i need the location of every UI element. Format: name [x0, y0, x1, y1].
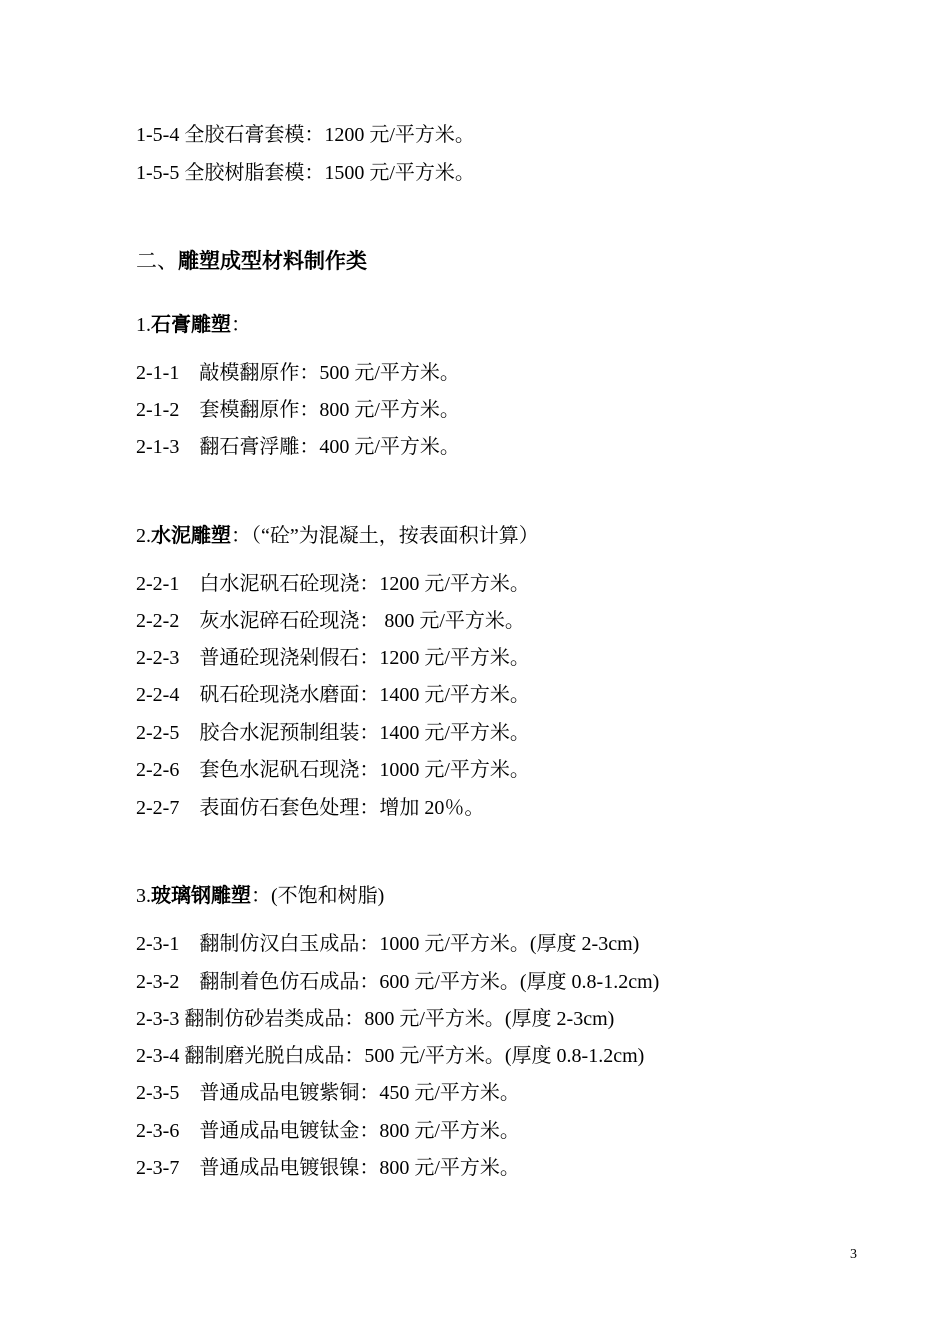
subsection-suffix: ：: [231, 314, 251, 336]
subsection-heading-cement: [136, 522, 539, 549]
list-item: 2-3-7 普通成品电镀银镍：800 元/平方米。: [136, 1157, 520, 1179]
section-prefix: 二、: [136, 249, 178, 273]
subsection-suffix: ：（“砼”为混凝土，按表面积计算）: [231, 525, 539, 547]
subsection-num: 1.: [136, 314, 151, 336]
list-item: 2-3-6 普通成品电镀钛金：800 元/平方米。: [136, 1120, 520, 1142]
subsection-heading-plaster: [136, 311, 251, 338]
list-item: 2-2-6 套色水泥矾石现浇：1000 元/平方米。: [136, 759, 530, 781]
list-item: 2-1-2 套模翻原作：800 元/平方米。: [136, 399, 460, 421]
list-item: 2-2-1 白水泥矾石砼现浇：1200 元/平方米。: [136, 573, 530, 595]
section-heading: [136, 248, 367, 274]
list-item: 2-3-2 翻制着色仿石成品：600 元/平方米。(厚度 0.8-1.2cm): [136, 971, 660, 993]
subsection-title: 石膏雕塑: [151, 312, 231, 336]
list-item: 2-1-1 敲模翻原作：500 元/平方米。: [136, 362, 460, 384]
list-item: 2-3-3 翻制仿砂岩类成品：800 元/平方米。(厚度 2-3cm): [136, 1008, 615, 1030]
list-item: 2-1-3 翻石膏浮雕：400 元/平方米。: [136, 436, 460, 458]
subsection-num: 2.: [136, 525, 151, 547]
page-number: 3: [850, 1247, 857, 1262]
subsection-title: 玻璃钢雕塑: [151, 883, 251, 907]
list-item: 2-2-7 表面仿石套色处理：增加 20％。: [136, 797, 485, 819]
subsection-title: 水泥雕塑: [151, 523, 231, 547]
subsection-num: 3.: [136, 885, 151, 907]
list-item: 2-2-4 矾石砼现浇水磨面：1400 元/平方米。: [136, 684, 530, 706]
list-item: 2-2-5 胶合水泥预制组装：1400 元/平方米。: [136, 722, 530, 744]
list-item: 1-5-4 全胶石膏套模：1200 元/平方米。: [136, 124, 475, 146]
list-item: 2-3-4 翻制磨光脱白成品：500 元/平方米。(厚度 0.8-1.2cm): [136, 1045, 645, 1067]
section-title: 雕塑成型材料制作类: [178, 249, 367, 273]
list-item: 2-3-5 普通成品电镀紫铜：450 元/平方米。: [136, 1082, 520, 1104]
list-item: 2-2-3 普通砼现浇剁假石：1200 元/平方米。: [136, 647, 530, 669]
list-item: 2-2-2 灰水泥碎石砼现浇： 800 元/平方米。: [136, 610, 525, 632]
list-item: 1-5-5 全胶树脂套模：1500 元/平方米。: [136, 162, 475, 184]
subsection-heading-fiberglass: [136, 882, 384, 909]
list-item: 2-3-1 翻制仿汉白玉成品：1000 元/平方米。(厚度 2-3cm): [136, 933, 640, 955]
subsection-suffix: ：(不饱和树脂): [251, 885, 385, 907]
